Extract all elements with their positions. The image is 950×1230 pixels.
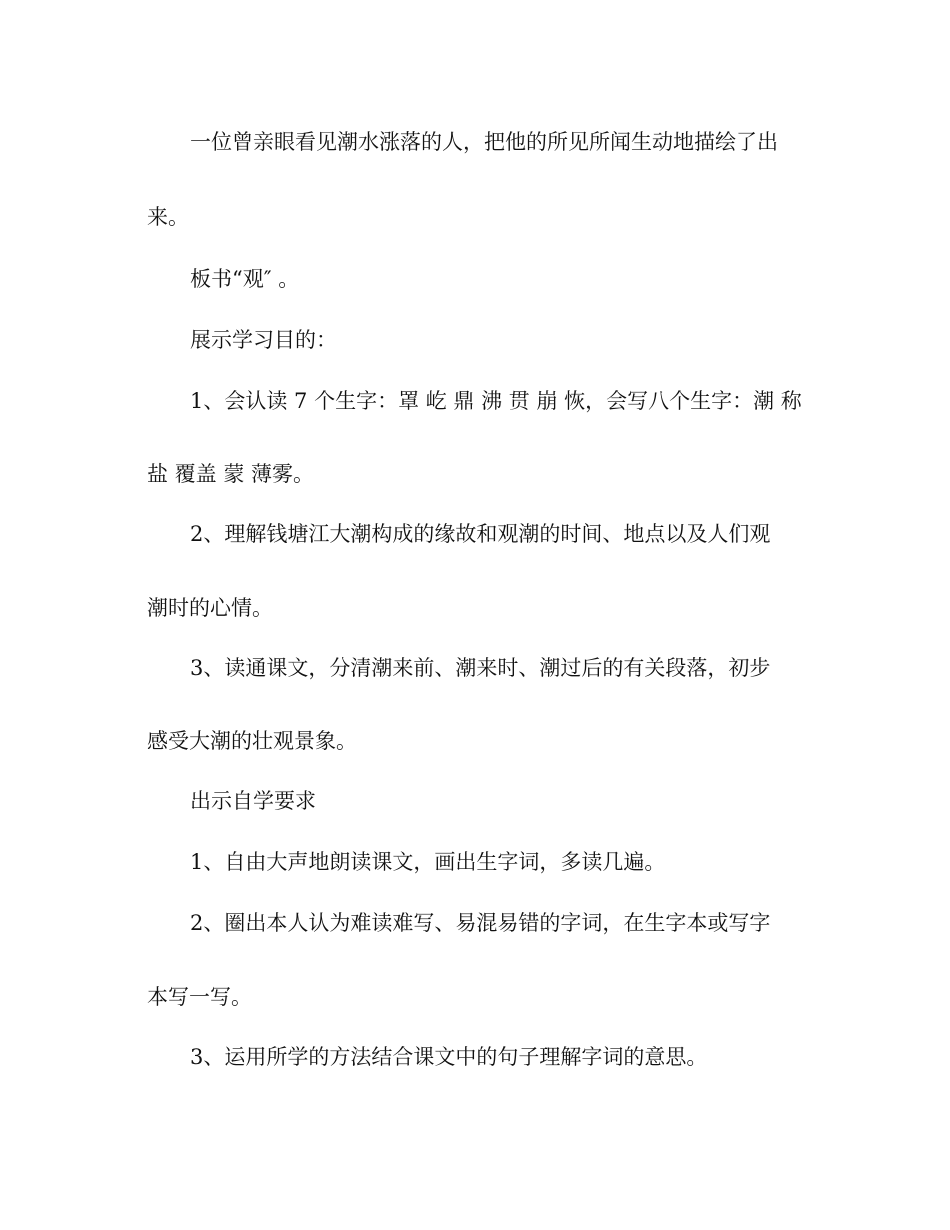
paragraph-line: 1、会认读 7 个生字：罩 屹 鼎 沸 贯 崩 恢，会写八个生字：潮 称 [190, 389, 802, 413]
paragraph-line: 感受大潮的壮观景象。 [147, 729, 357, 753]
paragraph-line: 一位曾亲眼看见潮水涨落的人，把他的所见所闻生动地描绘了出 [190, 130, 778, 154]
paragraph-line: 出示自学要求 [190, 789, 316, 813]
paragraph-line: 展示学习目的： [190, 328, 337, 352]
paragraph-line: 2、圈出本人认为难读难写、易混易错的字词，在生字本或写字 [190, 911, 771, 935]
paragraph-line: 来。 [147, 205, 189, 229]
paragraph-line: 本写一写。 [147, 985, 252, 1009]
paragraph-line: 3、读通课文，分清潮来前、潮来时、潮过后的有关段落，初步 [190, 656, 771, 680]
paragraph-line: 盐 覆盖 蒙 薄雾。 [147, 462, 315, 486]
paragraph-line: 1、自由大声地朗读课文，画出生字词，多读几遍。 [190, 850, 666, 874]
paragraph-line: 2、理解钱塘江大潮构成的缘故和观潮的时间、地点以及人们观 [190, 522, 771, 546]
paragraph-line: 板书“观″ 。 [190, 267, 300, 291]
paragraph-line: 3、运用所学的方法结合课文中的句子理解字词的意思。 [190, 1045, 708, 1069]
paragraph-line: 潮时的心情。 [147, 596, 273, 620]
